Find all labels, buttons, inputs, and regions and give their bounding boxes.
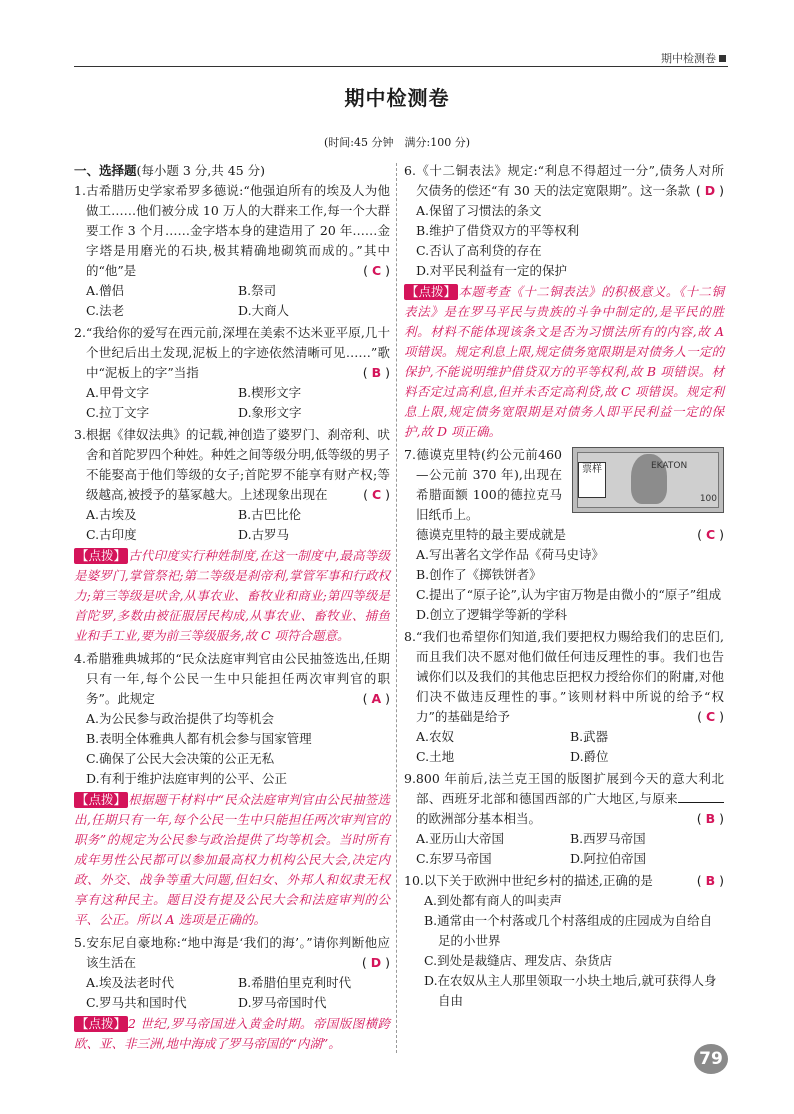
option-b: B.创作了《掷铁饼者》 <box>416 567 542 582</box>
option-a: A.为公民参与政治提供了均等机会 <box>86 711 275 726</box>
option-c: C.到处是裁缝店、理发店、杂货店 <box>424 953 613 968</box>
question-6 <box>404 161 724 442</box>
option-c: C.否认了高利贷的存在 <box>416 243 542 258</box>
banknote-image <box>572 447 724 513</box>
option-c: C.土地 <box>416 749 455 764</box>
question-4 <box>74 649 390 930</box>
option-b: B.武器 <box>570 729 609 744</box>
option-a: A.写出著名文学作品《荷马史诗》 <box>416 547 605 562</box>
question-text: 6.《十二铜表法》规定:“利息不得超过一分”,债务人对所欠债务的偿还“有 30 天的法定宽限期”。这一条款 <box>404 163 724 198</box>
option-c: C.拉丁文字 <box>86 405 150 420</box>
option-b: B.表明全体雅典人都有机会参与国家管理 <box>86 731 312 746</box>
explanation-note: 【点拨】 本题考查《十二铜表法》的积极意义。《十二铜表法》是在罗马平民与贵族的斗争中制定的,是平民的胜利。材料不能体现该条文是否为习惯法所有的内容,故 A 项错误。规定利息上限,规定债务宽限期是对债务人一定的保护,不能说明维护借贷双方的平等权利,故 B 项错误。材料否定过高利息,但并未否定高利贷,故 C 项错误。规定利息上限,规定债务宽限期是对债务人即平民利益一定的保护,故 D 项正确。 <box>404 284 724 439</box>
option-a: A.农奴 <box>416 729 455 744</box>
question-text: 德谟克里特的最主要成就是 <box>416 527 567 542</box>
banknote-label: EKATON <box>651 461 688 471</box>
question-text: 3.根据《律奴法典》的记载,神创造了婆罗门、刹帝利、吠舍和首陀罗四个种姓。种姓之间等级分明,低等级的男子不能娶高于他们等级的女子;首陀罗不能享有财产权;等级越高,被授予的墓冢越大。上述现象出现在 <box>74 427 390 502</box>
answer-mark: ( B ) <box>696 873 724 888</box>
option-d: D.大商人 <box>238 303 290 318</box>
option-b: B.西罗马帝国 <box>570 831 646 846</box>
question-7 <box>404 445 724 625</box>
option-a: A.保留了习惯法的条文 <box>416 203 542 218</box>
option-b: B.希腊伯里克利时代 <box>238 975 352 990</box>
option-c: C.罗马共和国时代 <box>86 995 187 1010</box>
option-b: B.祭司 <box>238 283 277 298</box>
question-intro: 7.德谟克里特(约公元前460—公元前 370 年),出现在希腊面额 100的德拉克马旧纸币上。 <box>404 447 562 522</box>
option-a: A.古埃及 <box>86 507 137 522</box>
fill-blank <box>678 790 724 803</box>
option-d: D.象形文字 <box>238 405 302 420</box>
question-text: 1.古希腊历史学家希罗多德说:“他强迫所有的埃及人为他做工……他们被分成 10 万人的大群来工作,每一个大群要工作 3 个月……金字塔本身的建造用了 20 年……金字塔是用磨光的石块,极其精确地砌筑而成的。”其中的“他”是 <box>74 183 390 278</box>
explanation-note: 【点拨】 2 世纪,罗马帝国进入黄金时期。帝国版图横跨欧、亚、非三洲,地中海成了罗马帝国的“内湖”。 <box>74 1016 390 1051</box>
answer-mark: ( D ) <box>361 955 390 970</box>
question-text: 8.“我们也希望你们知道,我们要把权力赐给我们的忠臣们,而且我们决不愿对他们做任何违反理性的事。我们也告诫你们以及我们的其他忠臣把权力授给你们的附庸,对他们决不做违反理性的事。”该则材料中所说的给予“权力”的基础是给予 <box>404 629 724 724</box>
option-b: B.楔形文字 <box>238 385 302 400</box>
explanation-note: 【点拨】 根据题干材料中“民众法庭审判官由公民抽签选出,任期只有一年,每个公民一生中只能担任两次审判官的职务”的规定为公民参与政治提供了均等机会。当时所有成年男性公民都可以参加最高权力机构公民大会,决定内政、外交、战争等重大问题,但妇女、外邦人和奴隶无权享有这种民主。题目没有提及公民大会和法庭审判的公平、公正。所以 A 选项是正确的。 <box>74 792 390 927</box>
question-text: 4.希腊雅典城邦的“民众法庭审判官由公民抽签选出,任期只有一年,每个公民一生中只能担任两次审判官的职务”。此规定 <box>74 651 390 706</box>
question-10 <box>404 871 724 1011</box>
question-9 <box>404 769 724 869</box>
option-c: C.提出了“原子论”,认为宇宙万物是由微小的“原子”组成 <box>416 587 722 602</box>
question-2 <box>74 323 390 423</box>
left-column <box>74 161 390 1057</box>
question-text: 5.安东尼自豪地称:“地中海是‘我们的海’。”请你判断他应该生活在 <box>74 935 390 970</box>
explanation-note: 【点拨】 古代印度实行种姓制度,在这一制度中,最高等级是婆罗门,掌管祭祀;第二等级是刹帝利,掌管军事和行政权力;第三等级是吠舍,从事农业、畜牧业和商业;第四等级是首陀罗,多数由被征服居民构成,从事农业、畜牧业、捕鱼业和手工业,要为前三等级服务,故 C 项符合题意。 <box>74 548 390 643</box>
right-column <box>404 161 724 1013</box>
question-5 <box>74 933 390 1054</box>
page-title: 期中检测卷 <box>344 86 450 110</box>
option-c: C.古印度 <box>86 527 137 542</box>
option-a: A.埃及法老时代 <box>86 975 175 990</box>
option-a: A.甲骨文字 <box>86 385 150 400</box>
banknote-number: 100 <box>699 494 717 504</box>
sample-stamp: 票样 <box>578 462 606 498</box>
option-b: B.古巴比伦 <box>238 507 302 522</box>
answer-mark: ( D ) <box>695 183 724 198</box>
answer-mark: ( C ) <box>363 487 390 502</box>
section-heading: 一、选择题(每小题 3 分,共 45 分) <box>74 163 265 178</box>
question-8 <box>404 627 724 767</box>
question-text: 9.800 年前后,法兰克王国的版图扩展到今天的意大利北部、西班牙北部和德国西部的广大地区,与原来 <box>404 771 724 806</box>
header-rule <box>74 66 728 67</box>
option-d: D.爵位 <box>570 749 609 764</box>
option-c: C.确保了公民大会决策的公正无私 <box>86 751 275 766</box>
answer-mark: ( C ) <box>363 263 390 278</box>
option-a: A.到处都有商人的叫卖声 <box>424 893 563 908</box>
option-d: D.阿拉伯帝国 <box>570 851 647 866</box>
answer-mark: ( B ) <box>696 811 724 826</box>
option-d: D.有利于维护法庭审判的公平、公正 <box>86 771 288 786</box>
question-text: 2.“我给你的爱写在西元前,深埋在美索不达米亚平原,几十个世纪后出土发现,泥板上的字迹依然清晰可见……”歌中“泥板上的字”当指 <box>74 325 390 380</box>
option-d: D.罗马帝国时代 <box>238 995 327 1010</box>
exam-info: (时间:45 分钟 满分:100 分) <box>324 136 470 149</box>
option-d: D.创立了逻辑学等新的学科 <box>416 607 568 622</box>
answer-mark: ( C ) <box>697 527 724 542</box>
question-3 <box>74 425 390 646</box>
header-tag: 期中检测卷 <box>661 49 726 69</box>
answer-mark: ( C ) <box>697 709 724 724</box>
option-d: D.在农奴从主人那里领取一小块土地后,就可获得人身自由 <box>424 973 717 1008</box>
answer-mark: ( A ) <box>362 691 390 706</box>
option-c: C.法老 <box>86 303 125 318</box>
answer-mark: ( B ) <box>362 365 390 380</box>
page-number: 79 <box>694 1044 728 1074</box>
question-text: 10.以下关于欧洲中世纪乡村的描述,正确的是 <box>404 873 653 888</box>
option-d: D.古罗马 <box>238 527 290 542</box>
column-divider <box>396 163 397 1053</box>
option-b: B.维护了借贷双方的平等权利 <box>416 223 580 238</box>
option-a: A.僧侣 <box>86 283 125 298</box>
option-c: C.东罗马帝国 <box>416 851 492 866</box>
option-a: A.亚历山大帝国 <box>416 831 505 846</box>
question-1 <box>74 181 390 321</box>
option-b: B.通常由一个村落或几个村落组成的庄园成为自给自足的小世界 <box>424 913 713 948</box>
option-d: D.对平民利益有一定的保护 <box>416 263 568 278</box>
question-text-cont: 的欧洲部分基本相当。 <box>416 811 542 826</box>
